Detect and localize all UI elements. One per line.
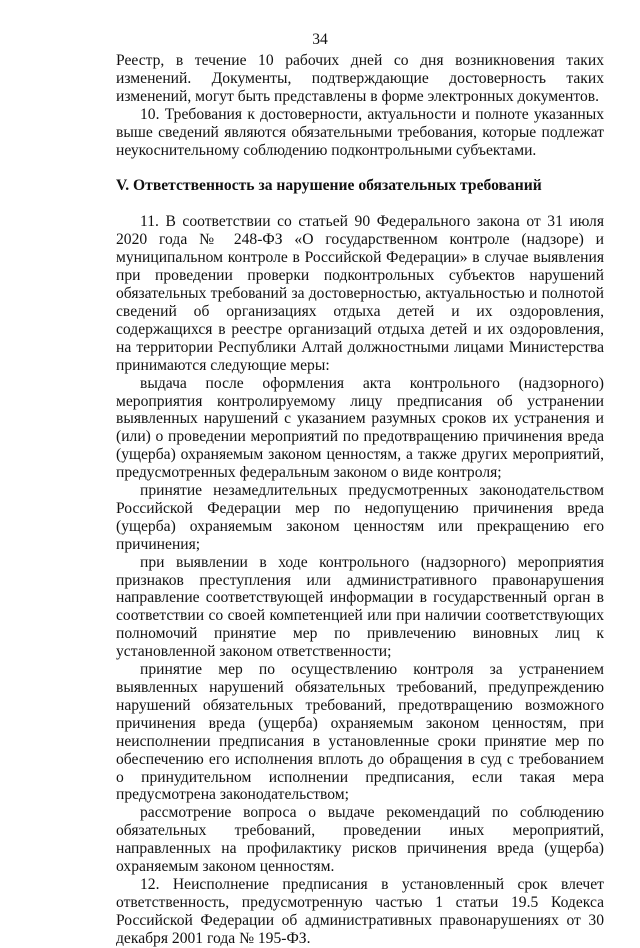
measure-item-4: принятие мер по осуществлению контроля за устранением выявленных нарушений обязательных требований, предупреждению нарушений обязательных требований, предотвращению возможного причинения вреда (ущерба) охраняемым законом ценностям, при неисполнении предписания в установленные сроки принятие мер по обеспечению его исполнения вплоть до обращения в суд с требованием о принудительном исполнении предписания, если такая мера предусмотрена законодательством; <box>116 661 604 804</box>
paragraph-11-intro: 11. В соответствии со статьей 90 Федерального закона от 31 июля 2020 года № 248-ФЗ «О государственном контроле (надзоре) и муниципальном контроле в Российской Федерации» в случае выявления при проведении проверки подконтрольных субъектов нарушений обязательных требований за достоверностью, актуальностью и полнотой сведений об организациях отдыха детей и их оздоровления, содержащихся в реестре организаций отдыха детей и их оздоровления, на территории Республики Алтай должностными лицами Министерства принимаются следующие меры: <box>116 213 604 374</box>
spacer <box>116 195 604 213</box>
section-heading: V. Ответственность за нарушение обязательных требований <box>116 177 542 195</box>
measure-item-1: выдача после оформления акта контрольного (надзорного) мероприятия контролируемому лицу предписания об устранении выявленных нарушений с указанием разумных сроков их устранения и (или) о проведении мероприятий по предотвращению причинения вреда (ущерба) охраняемым законом ценностям, а также других мероприятий, предусмотренных федеральным законом о виде контроля; <box>116 374 604 482</box>
continuation-paragraph: Реестр, в течение 10 рабочих дней со дня возникновения таких изменений. Документы, подтверждающие достоверность таких изменений, могут быть представлены в форме электронных документов. <box>116 52 604 105</box>
measure-item-2: принятие незамедлительных предусмотренных законодательством Российской Федерации мер по недопущению причинения вреда (ущерба) охраняемым законом ценностям или прекращению его причинения; <box>116 482 604 553</box>
measure-item-3: при выявлении в ходе контрольного (надзорного) мероприятия признаков преступления или административного правонарушения направление соответствующей информации в государственный орган в соответствии со своей компетенцией или при наличии соответствующих полномочий принятие мер по привлечению виновных лиц к установленной законом ответственности; <box>116 553 604 661</box>
paragraph-10: 10. Требования к достоверности, актуальности и полноте указанных выше сведений являются обязательными требования, которые подлежат неукоснительному соблюдению подконтрольными субъектами. <box>116 105 604 159</box>
measure-item-5: рассмотрение вопроса о выдаче рекомендаций по соблюдению обязательных требований, проведении иных мероприятий, направленных на профилактику рисков причинения вреда (ущерба) охраняемым законом ценностям. <box>116 804 604 876</box>
paragraph-12: 12. Неисполнение предписания в установленный срок влечет ответственность, предусмотренную частью 1 статьи 19.5 Кодекса Российской Федерации об административных правонарушениях от 30 декабря 2001 года № 195-ФЗ. <box>116 875 604 947</box>
page-number: 34 <box>312 31 328 48</box>
spacer <box>116 159 604 177</box>
document-body <box>116 52 604 948</box>
